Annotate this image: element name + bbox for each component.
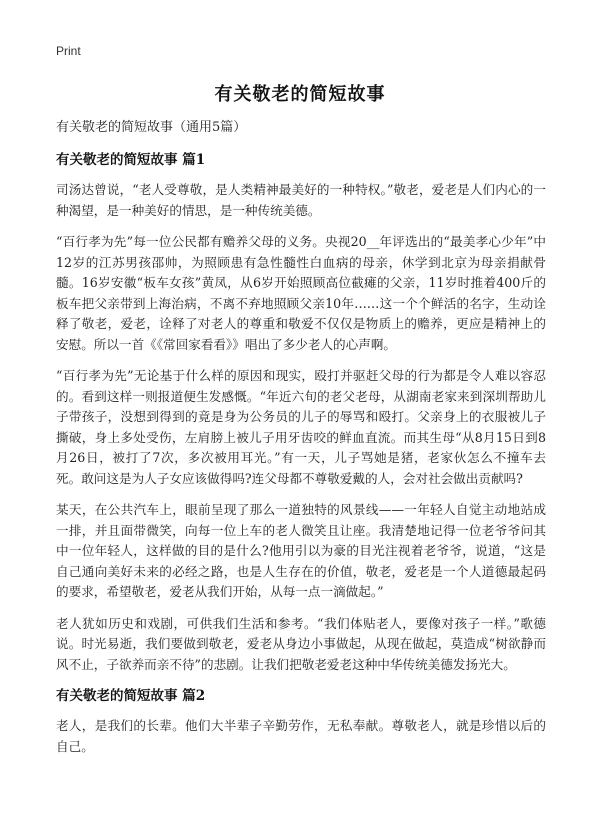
section-2	[56, 686, 546, 757]
paragraph: 司汤达曾说，“老人受尊敬，是人类精神最美好的一种特权。”敬老，爱老是人们内心的一种渴望，是一种美好的情思，是一种传统美德。	[56, 182, 546, 218]
paragraph: 某天，在公共汽车上，眼前呈现了那么一道独特的风景线——一年轻人自觉主动地站成一排，并且面带微笑，向每一位上车的老人微笑且让座。我清楚地记得一位老爷爷问其中一位年轻人，这样做的目的是什么?他用引以为豪的目光注视着老爷爷，说道，“这是自己通向美好未来的必经之路，也是人生存在的价值，敬老，爱老是一个人道德最起码的要求，希望敬老，爱老从我们开始，从每一点一滴做起。”	[56, 502, 546, 599]
paragraph: “百行孝为先”无论基于什么样的原因和现实，殴打并驱赶父母的行为都是令人难以容忍的。看到这样一则报道便生发感慨。“年近六旬的老父老母，从湖南老家来到深圳帮助儿子带孩子，没想到得到的竟是身为公务员的儿子的辱骂和殴打。父亲身上的衣服被儿子撕破，身上多处受伤，左肩膀上被儿子用牙齿咬的鲜血直流。而其生母“从8月15日到8月26日，被打了7次，多次被用耳光。”有一天，儿子骂她是猪，老家伙怎么不撞车去死。敢问这是为人子女应该做得吗?连父母都不尊敬爱戴的人，会对社会做出贡献吗?	[56, 368, 546, 486]
section-1	[56, 150, 546, 675]
print-link[interactable]: Print	[56, 44, 81, 58]
section-heading: 有关敬老的简短故事 篇2	[56, 688, 206, 704]
page-title: 有关敬老的简短故事	[214, 84, 386, 105]
article-body	[56, 118, 546, 768]
paragraph: “百行孝为先”每一位公民都有赡养父母的义务。央视20__年评选出的“最美孝心少年”中12岁的江苏男孩邵帅，为照顾患有急性髓性白血病的母亲，休学到北京为母亲捐献骨髓。16岁安徽“板车女孩”黄凤，从6岁开始照顾高位截瘫的父亲，11岁时推着400斤的板车把父亲带到上海治病，不离不弃地照顾父亲10年……这一个个鲜活的名字，生动诠释了敬老，爱老，诠释了对老人的尊重和敬爱不仅仅是物质上的赡养，更应是精神上的安慰。所以一首《《常回家看看》》唱出了多少老人的心声啊。	[56, 234, 546, 352]
section-heading: 有关敬老的简短故事 篇1	[56, 152, 206, 168]
paragraph: 老人犹如历史和戏剧，可供我们生活和参考。“我们体贴老人，要像对孩子一样。”歌德说。时光易逝，我们要做到敬老，爱老从身边小事做起，从现在做起，莫造成“树欲静而风不止，子欲养而亲不待”的悲剧。让我们把敬老爱老这种中华传统美德发扬光大。	[56, 615, 546, 672]
article-subtitle: 有关敬老的简短故事（通用5篇）	[56, 120, 247, 135]
paragraph: 老人，是我们的长辈。他们大半辈子辛勤劳作，无私奉献。尊敬老人，就是珍惜以后的自己。	[56, 718, 546, 754]
